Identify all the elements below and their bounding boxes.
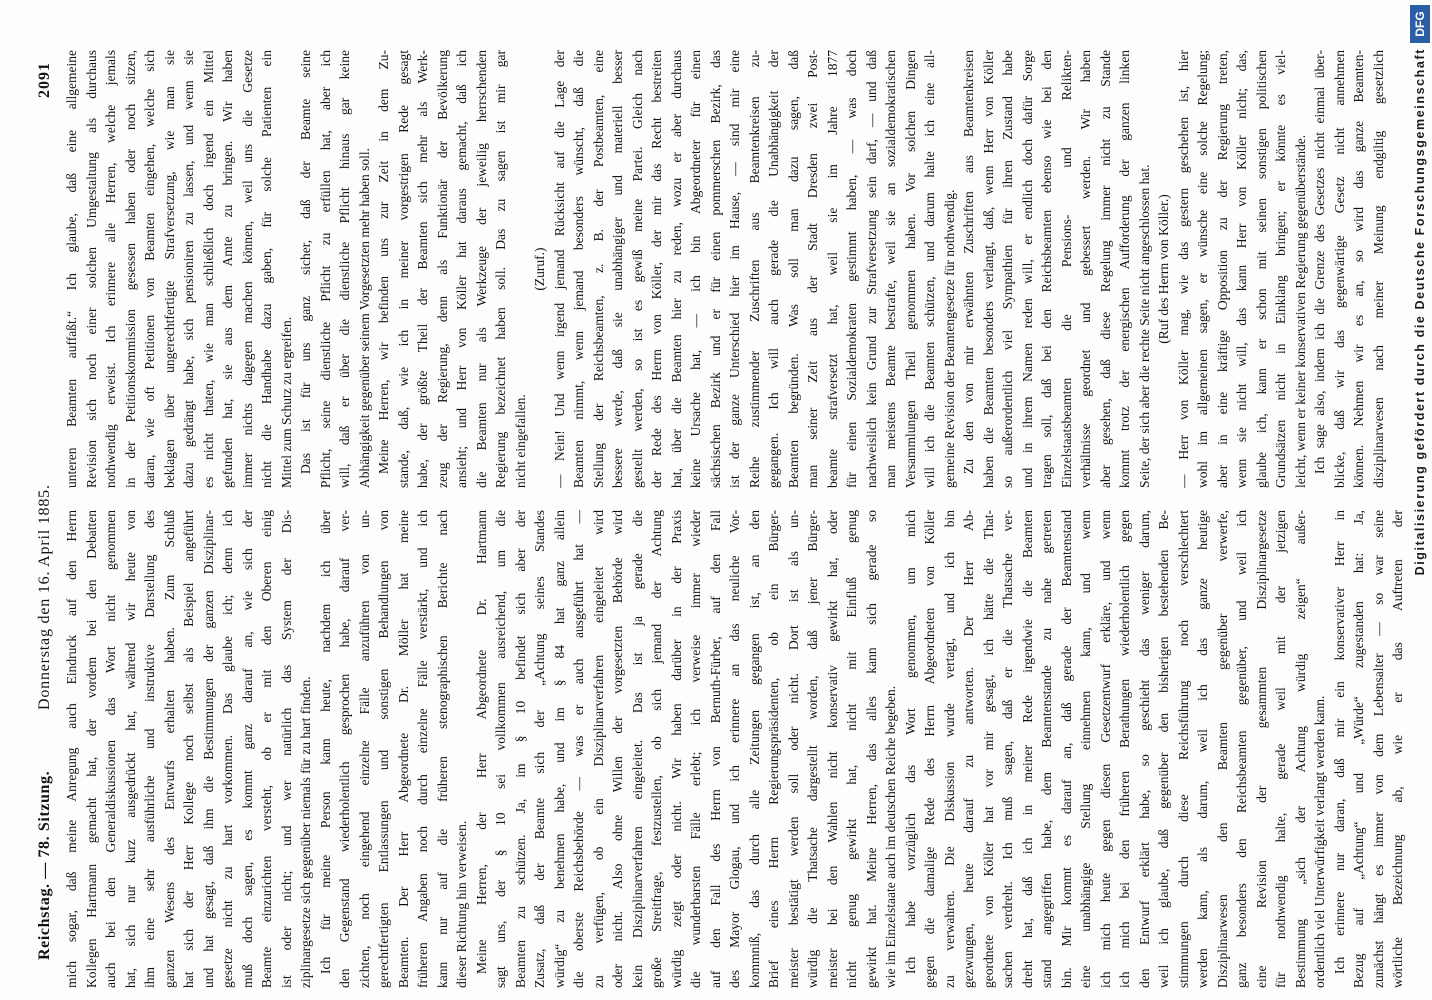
text-line: Meine Herren, wir befinden uns zur Zeit in dem Zu-	[376, 50, 391, 474]
text-line: hat, über die Beamten hier zu reden, wozu er aber durchaus	[668, 50, 684, 488]
text-line: es nicht thaten, wie man schließlich doch irgend ein Mittel	[200, 50, 216, 488]
text-line: Beamten zu schützen. Ja, im § 10 befindet sich aber der	[512, 510, 528, 988]
text-line: ist oder nicht; und wer natürlich das System der Dis-	[278, 510, 294, 988]
dfg-logo-text: DFG	[1413, 11, 1427, 37]
text-line: gesetze nicht zu hart vorkommen. Das glaube ich; denn ich	[220, 510, 235, 988]
text-column-left	[62, 510, 1408, 988]
text-line: zichten, noch eingehend einzelne Fälle anzuführen von un-	[356, 510, 372, 988]
text-line: werden kann, als darum, weil ich das ganze heutige	[1195, 510, 1210, 988]
text-line: will, daß er über die dienstliche Pflicht hinaus gar keine	[337, 50, 352, 488]
text-line: habe, der größte Theil der Beamten sich mehr als Werk-	[415, 50, 430, 488]
text-line: Bezug auf „Achtung“ und „Würde“ zugestanden hat: Ja,	[1351, 510, 1366, 988]
text-line: kommniß, das durch alle Zeitungen gegangen ist, an den	[746, 510, 762, 988]
dfg-logo	[1410, 5, 1430, 43]
text-line: meister bei den Wahlen nicht konservativ gewirkt hat, oder	[824, 510, 840, 988]
text-line: Meine Herren, der Herr Abgeordnete Dr. Hartmann	[473, 510, 489, 974]
text-line: Brief eines Herrn Regierungspräsidenten, ob ein Bürger-	[766, 510, 781, 988]
text-line: will ich die Beamten schützen, und darum halte ich eine all-	[922, 50, 937, 488]
text-line: nicht eingefallen.	[512, 394, 528, 488]
text-line: kommt trotz der energischen Aufforderung der ganzen linken	[1117, 50, 1132, 488]
text-line: sagt uns, der § 10 sei vollkommen ausreichend, um die	[493, 510, 508, 988]
text-line: früheren Angaben noch durch einzelne Fälle verstärkt, und ich	[415, 510, 430, 988]
text-line: stande, daß, wie ich in meiner vorgestrigen Rede gesagt	[395, 50, 411, 488]
text-line: Grundsätzen nicht in Einklang bringen; er könnte es viel-	[1273, 50, 1288, 488]
text-line: die wunderbarsten Fälle erlebt; ich verweise immer wieder	[688, 510, 703, 988]
text-line: kein Disziplinarverfahren eingeleitet. Das ist ja gerade die	[629, 510, 645, 988]
text-line: die Beamten nur als Werkzeuge der jeweilig herrschenden	[473, 50, 489, 488]
text-line: meister bestätigt werden soll oder nicht. Dort ist als un-	[785, 510, 801, 988]
text-line: auf den Fall des Herrn von Bernuth-Fürber, auf den Fall	[707, 510, 723, 988]
text-line: immer nichts dagegen machen können, weil uns die Gesetze	[239, 50, 255, 488]
text-line: würdig“ zu benehmen habe, und im § 84 hat ganz allein	[551, 510, 567, 988]
text-line: leicht, wenn er keiner konservativen Regierung gegenüberstände.	[1292, 134, 1308, 488]
text-line: gemeine Revision der Beamtengesetze für nothwendig.	[941, 189, 957, 488]
text-line: eine Revision der gesammten Disziplinargesetze	[1253, 510, 1269, 988]
text-line: Revision sich noch einer solchen Umgestaltung als durchaus	[83, 50, 99, 488]
running-title: Reichstag. — 78. Sitzung.	[36, 770, 53, 960]
text-line: man meistens Beamte bestrafte, weil sie an sozialdemokratischen	[883, 50, 898, 488]
text-line: wenn sie nicht will, das kann Herr von Köller nicht; das,	[1234, 50, 1249, 488]
text-line: für einen Sozialdemokraten gestimmt haben, — was doch	[844, 50, 859, 488]
text-line: muß doch sagen, es kommt ganz darauf an, wie sich der	[239, 510, 255, 988]
text-line: eine unabhängige Stellung einnehmen kann, und wenn	[1078, 510, 1093, 988]
text-line: des Mayor Glogau, und ich erinnere an das neuliche Vor-	[727, 510, 742, 988]
text-line: bin. Mir kommt es darauf an, daß gerade der Beamtenstand	[1058, 510, 1074, 988]
text-line: Stellung der Reichsbeamten, z. B. der Postbeamten, eine	[590, 50, 606, 488]
text-line: nothwendig erweist. Ich erinnere alle Herren, welche jemals	[103, 50, 118, 488]
text-line: Das ist für uns ganz sicher, daß der Beamte seine	[298, 50, 313, 474]
text-line: blicke, daß wir das gegenwärtige Gesetz nicht annehmen	[1331, 50, 1347, 488]
text-line: ich mich bei den früheren Berathungen wiederholentlich gegen	[1117, 510, 1132, 988]
text-line: gestellt werden, so ist es gewiß meine Partei. Gleich nach	[629, 50, 645, 488]
text-line: gezwungen, heute darauf zu antworten. Der Herr Ab-	[961, 510, 976, 988]
text-line: gegen die damalige Rede des Herrn Abgeordneten von Köller	[922, 510, 937, 988]
text-line: kann nur auf die früheren stenographischen Berichte nach	[434, 510, 450, 988]
text-line: so außerordentlich viel Sympathien für ihren Zustand habe	[1000, 50, 1015, 488]
text-line: dreht hat, daß ich in meiner Rede irgendwie die Beamten	[1019, 510, 1035, 988]
text-line: den Gegenstand wiederholentlich gesprochen habe, darauf ver-	[337, 510, 352, 988]
text-line: und hat gesagt, daß ihm die Bestimmungen der ganzen Disziplinar-	[200, 510, 216, 988]
text-line: Bestimmung „sich der Achtung würdig zeigen“ außer-	[1292, 510, 1308, 988]
text-line: weil ich glaube, daß gegenüber den bisherigen bestehenden Be-	[1156, 510, 1171, 988]
text-line: Ich habe vorzüglich das Wort genommen, um mich	[902, 510, 918, 974]
text-line: stand angegriffen habe, dem Beamtenstande zu nahe getreten	[1039, 510, 1054, 988]
text-line: zunächst hängt es immer von dem Lebensalter — so war seine	[1370, 510, 1386, 988]
credit-text: Digitalisierung gefördert durch die Deutsche Forschungsgemeinschaft	[1413, 48, 1427, 576]
text-line: sächsischen Bezirk und er für einen pommerschen Bezirk, das	[707, 50, 723, 488]
text-line: sachen verdreht. Ich muß sagen, daß er die Thatsache ver-	[1000, 510, 1015, 988]
text-line: für nothwendig halte, gerade weil mit der jetzigen	[1273, 510, 1288, 988]
text-line: Ich erinnere nur daran, daß mir ein konservativer Herr in	[1331, 510, 1347, 974]
text-line: zeug der Regierung, denn als Funktionär der Bevölkerung	[434, 50, 450, 488]
digitization-credit	[1411, 48, 1429, 575]
text-line: Kollegen Hartmann gemacht hat, der vordem bei den Debatten	[83, 510, 99, 988]
text-line: man seiner Zeit aus der Stadt Dresden zwei Post-	[805, 50, 820, 488]
text-line: gerechtfertigten Entlassungen und sonstigen Behandlungen von	[376, 510, 391, 988]
text-line: Abhängigkeit gegenüber seinem Vorgesetzten mehr haben soll.	[356, 147, 372, 488]
text-line: Beamten begründen. Was soll man dazu sagen, daß	[785, 50, 801, 488]
text-line: wie im Einzelstaate auch im deutschen Reiche begeben.	[883, 685, 898, 988]
text-line: in der Petitionskommission gesessen haben oder noch sitzen,	[122, 50, 138, 488]
text-line: gegangen. Ich will auch gerade die Unabhängigkeit der	[766, 50, 781, 488]
text-line: hat sich der Herr Kollege noch selbst als Beispiel angeführt	[181, 510, 196, 988]
text-line: beamte strafversetzt hat, weil sie im Jahre 1877	[824, 50, 840, 488]
text-line: aber in eine kräftige Opposition zu der Regierung treten,	[1214, 50, 1230, 488]
text-line: daran, wie oft Petitionen von Beamten eingehen, welche sich	[142, 50, 157, 488]
text-line: große Streitfrage, festzustellen, ob sich jemand der Achtung	[649, 510, 664, 988]
text-line: ihm eine sehr ausführliche und instruktive Darstellung des	[142, 510, 157, 988]
text-line: Beamte einzurichten versteht, ob er mit den Oberen einig	[259, 510, 274, 988]
text-line: ziplinargesetze sich gegenüber niemals für zu hart finden.	[298, 676, 313, 988]
text-line: bessere werde, daß sie unabhängiger und materiell besser	[610, 50, 625, 488]
text-line: Ich sage also, indem ich die Grenze des Gesetzes nicht einmal über-	[1312, 50, 1327, 474]
text-line: Beamten nimmt, wenn jemand besonders wünscht, daß die	[571, 50, 586, 488]
text-line: zu verwahren. Die Diskussion wurde vertagt, und ich bin	[941, 510, 957, 988]
text-line: Disziplinarwesen den Beamten gegenüber verwerfe,	[1214, 510, 1230, 988]
text-line: Pflicht, seine dienstliche Pflicht zu erfüllen hat, aber ich	[317, 50, 333, 488]
text-line: Zusatz, daß der Beamte sich der „Achtung seines Standes	[532, 510, 547, 988]
text-line: nicht genug gewirkt hat, nicht mit Einfluß genug	[844, 510, 859, 988]
text-line: ganzen Wesens des Entwurfs erhalten haben. Zum Schluß	[161, 510, 177, 988]
text-line: tragen soll, daß bei den Reichsbeamten ebenso wie bei den	[1039, 50, 1054, 488]
text-line: nicht die Handhabe dazu gaben, für solche Patienten ein	[259, 50, 274, 488]
text-line: zu verfügen, ob ein Disziplinarverfahren eingeleitet wird	[590, 510, 606, 988]
text-line: wörtliche Bezeichnung ab, wie er das Auftreten der	[1390, 510, 1405, 988]
text-line: Einzelstaatsbeamten die Pensions- und Relikten-	[1058, 50, 1074, 488]
text-line: glaube ich, kann er schon mit seinen sonstigen politischen	[1253, 50, 1269, 488]
text-line: stimmungen durch diese Reichsführung noch verschlechtert	[1175, 510, 1191, 988]
text-line: Reihe zustimmender Zuschriften aus Beamtenkreisen zu-	[746, 50, 762, 488]
text-line: würdig zeigt oder nicht. Wir haben darüber in der Praxis	[668, 510, 684, 988]
text-line: und in ihrem Namen reden will, er endlich doch dafür Sorge	[1019, 50, 1035, 488]
text-line: ist der ganze Unterschied hier im Hause, — sind mir eine	[727, 50, 742, 488]
text-column-right	[62, 50, 1388, 488]
text-line: Regierung bezeichnet haben soll. Das zu sagen ist mir gar	[493, 50, 508, 488]
text-line: dieser Richtung hin verweisen.	[454, 820, 469, 988]
text-line: Ich für meine Person kann heute, nachdem ich über	[317, 510, 333, 974]
text-line: — Herr von Köller mag, wie das gestern geschehen ist, hier	[1175, 50, 1191, 488]
text-line: oder nicht. Also ohne Willen der vorgesetzten Behörde wird	[610, 510, 625, 988]
text-line: Mittel zum Schutz zu ergreifen.	[278, 316, 294, 488]
text-line: ordentlich viel Unterwürfigkeit verlangt werden kann.	[1312, 695, 1327, 988]
text-line: der Rede des Herrn von Köller, der mir das Recht bestreiten	[649, 50, 664, 488]
text-line: aber gesehen, daß diese Regelung immer nicht zu Stande	[1097, 50, 1113, 488]
text-line: ich mich heute gegen diesen Gesetzentwurf erkläre, und wenn	[1097, 510, 1113, 988]
text-line: Versammlungen Theil genommen haben. Vor solchen Dingen	[902, 50, 918, 488]
text-line: hat, sich nur kurz ausgedrückt hat, während wir heute von	[122, 510, 138, 988]
page-number: 2091	[36, 62, 53, 98]
text-line: gefunden hat, sie aus dem Amte zu bringen. Wir haben	[220, 50, 235, 488]
text-line: Zu den von mir erwähnten Zuschriften aus Beamtenkreisen	[961, 50, 976, 474]
text-line: disziplinarwesen nach meiner Meinung endgiltig gesetzlich	[1370, 50, 1386, 488]
text-line: würdig die Thatsache dargestellt worden, daß jener Bürger-	[805, 510, 820, 988]
text-line: wohl im allgemeinen sagen, er wünsche eine solche Regelung;	[1195, 50, 1210, 488]
text-line: (Zuruf.)	[532, 247, 547, 291]
text-line: können. Nehmen wir es an, so wird das ganze Beamten-	[1351, 50, 1366, 488]
text-line: Beamten. Der Herr Abgeordnete Dr. Möller hat meine	[395, 510, 411, 988]
text-line: keine Ursache hat, — ich bin Abgeordneter für einen	[688, 50, 703, 488]
text-line: unteren Beamten auffaßt.“ Ich glaube, daß eine allgemeine	[64, 50, 79, 488]
text-line: beklagen über ungerechtfertigte Strafversetzung, wie man sie	[161, 50, 177, 488]
text-line: — Nein! Und wenn irgend jemand Rücksicht auf die Lage der	[551, 50, 567, 488]
text-line: ganz besonders den Reichsbeamten gegenüber, und weil ich	[1234, 510, 1249, 988]
text-line: dazu gedrängt habe, sich pensioniren zu lassen, und wenn sie	[181, 50, 196, 488]
text-line: verhältnisse geordnet und gebessert werden. Wir haben	[1078, 50, 1093, 488]
text-line: gewirkt hat. Meine Herren, das alles kann sich gerade so	[863, 510, 879, 988]
text-line: mich sogar, daß meine Anregung auch Eindruck auf den Herrn	[64, 510, 79, 988]
text-line: Seite, der sich aber die rechte Seite nicht angeschlossen hat.	[1136, 164, 1152, 488]
text-line: (Ruf des Herrn von Köller.)	[1156, 194, 1171, 344]
text-line: die oberste Reichsbehörde — was er auch ausgeführt hat —	[571, 510, 586, 988]
running-header	[34, 0, 56, 1000]
text-line: ansieht; und Herr von Köller hat daraus gemacht, daß ich	[454, 50, 469, 488]
text-line: nachweislich kein Grund zur Strafversetzung sein darf, — und daß	[863, 50, 879, 488]
session-date: Donnerstag den 16. April 1885.	[36, 484, 53, 710]
text-line: haben die Beamten besonders verlangt, daß, wenn Herr von Köller	[980, 50, 996, 488]
text-line: geordnete von Köller hat vor mir gesagt, ich hätte die That-	[980, 510, 996, 988]
text-line: auch bei den Generaldiskussionen das Wort nicht genommen	[103, 510, 118, 988]
text-line: den Entwurf erklärt habe, so geschieht das weniger darum,	[1136, 510, 1152, 988]
